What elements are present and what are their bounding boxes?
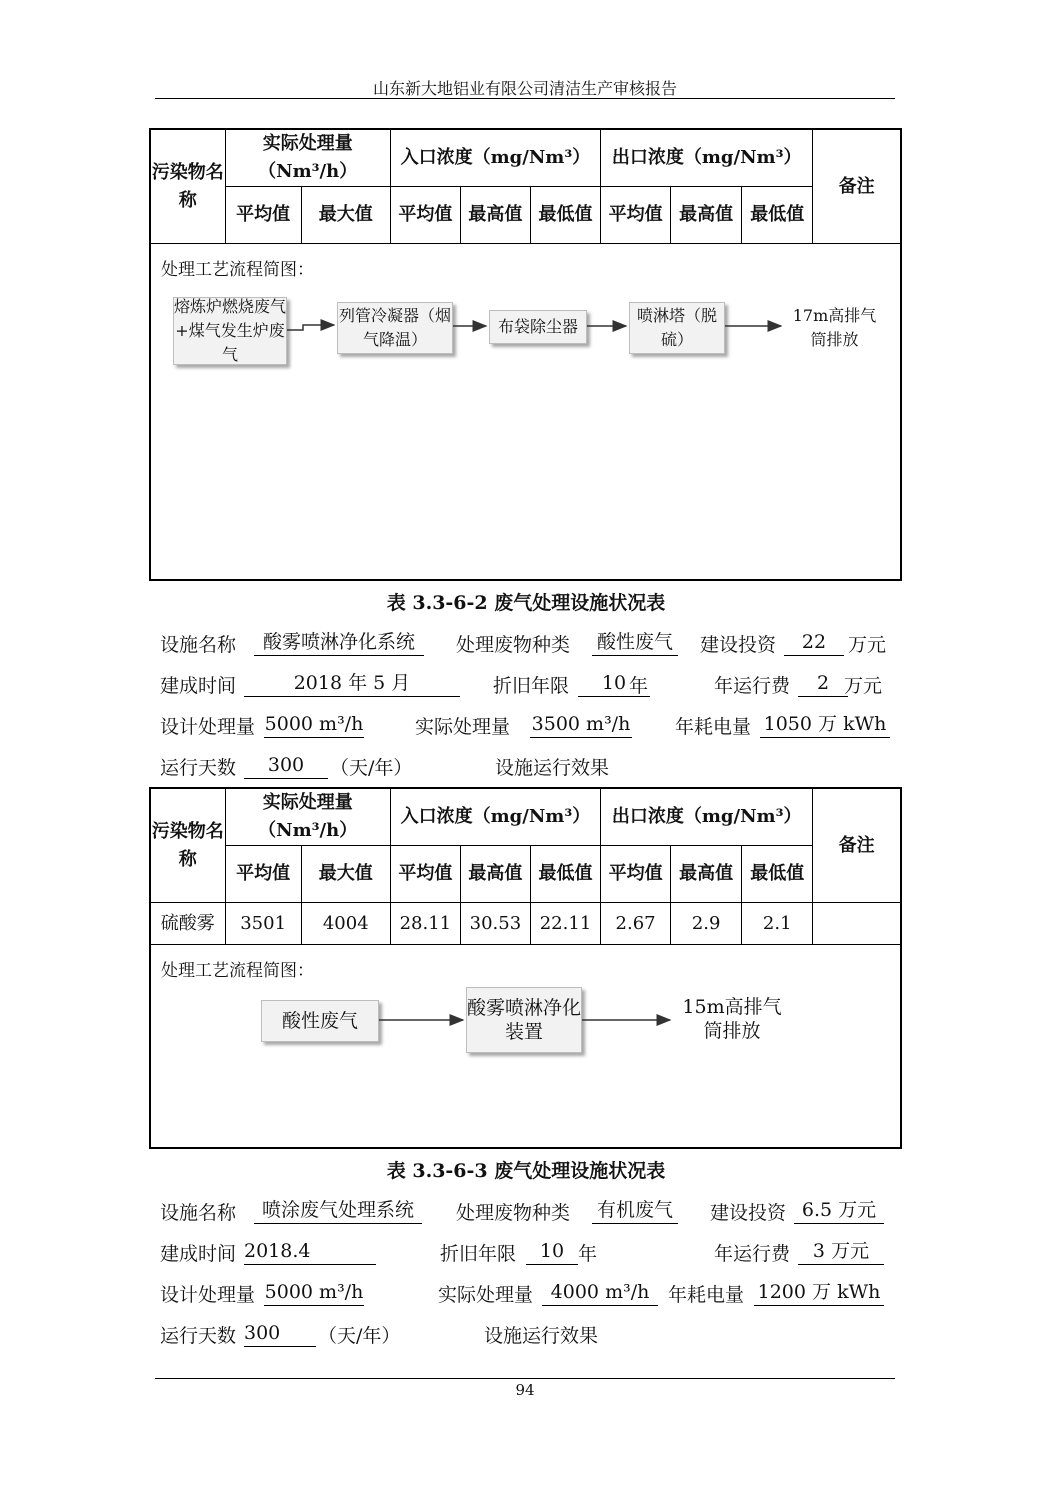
depr-value: 10 (526, 1239, 578, 1265)
col-out-max: 最高值 (671, 187, 742, 244)
run-cost-unit: 万元 (844, 675, 883, 697)
depr-label: 折旧年限 (440, 1243, 517, 1265)
effect-label: 设施运行效果 (484, 1325, 599, 1347)
type-value: 酸性废气 (592, 630, 678, 656)
cell-in-min: 22.11 (530, 903, 600, 945)
table-row (150, 903, 901, 945)
effect-label: 设施运行效果 (495, 757, 610, 779)
col-outlet: 出口浓度（mg/Nm³） (601, 129, 813, 187)
facility3-line-4 (160, 1321, 900, 1349)
days-unit: （天/年） (318, 1325, 401, 1347)
flow-step: 熔炼炉燃烧废气+煤气发生炉废气 (174, 297, 287, 364)
facility2-line-4 (160, 753, 900, 781)
col-max: 最大值 (301, 846, 390, 903)
facility3-line-3 (160, 1280, 900, 1308)
flow-step: 酸性废气 (261, 1000, 379, 1042)
col-out-avg: 平均值 (601, 846, 671, 903)
col-avg: 平均值 (225, 187, 301, 244)
col-max: 最大值 (301, 187, 390, 244)
col-out-min: 最低值 (742, 846, 813, 903)
col-in-avg: 平均值 (390, 846, 460, 903)
actual-label: 实际处理量 (438, 1284, 534, 1306)
cell-out-max: 2.9 (671, 903, 742, 945)
page-number: 94 (515, 1381, 535, 1399)
run-cost-label: 年运行费 (714, 1243, 791, 1265)
cell-in-max: 30.53 (460, 903, 530, 945)
col-actual-volume: 实际处理量（Nm³/h） (225, 129, 390, 187)
facility2-line-2 (160, 671, 900, 699)
table-2-caption: 表 3.3-6-2 废气处理设施状况表 (386, 592, 666, 614)
flow-step: 喷淋塔（脱硫） (629, 302, 725, 354)
days-unit: （天/年） (330, 757, 413, 779)
table-1 (149, 128, 902, 581)
depr-label: 折旧年限 (493, 675, 570, 697)
design-label: 设计处理量 (160, 716, 256, 738)
header-rule (155, 98, 895, 99)
actual-value: 4000 m³/h (542, 1280, 658, 1306)
design-value: 5000 m³/h (264, 712, 364, 738)
cell-out-min: 2.1 (742, 903, 813, 945)
col-in-min: 最低值 (530, 187, 600, 244)
design-value: 5000 m³/h (264, 1280, 364, 1306)
design-label: 设计处理量 (160, 1284, 256, 1306)
col-pollutant: 污染物名称 (150, 129, 225, 244)
built-value: 2018 年 5 月 (244, 671, 460, 697)
flow-diagram-2 (150, 945, 901, 1148)
page-header: 山东新大地铝业有限公司清洁生产审核报告 (372, 79, 677, 98)
built-value: 2018.4 (244, 1239, 376, 1265)
col-in-min: 最低值 (530, 846, 600, 903)
invest-unit: 万元 (848, 634, 887, 656)
flow-step: 酸雾喷淋净化装置 (466, 987, 582, 1053)
power-label: 年耗电量 (675, 716, 752, 738)
power-value: 1200 万 kWh (754, 1280, 884, 1306)
invest-value: 22 (784, 630, 844, 656)
col-pollutant: 污染物名称 (150, 788, 225, 903)
footer-rule (155, 1378, 895, 1379)
built-label: 建成时间 (160, 675, 237, 697)
flow-step: 布袋除尘器 (489, 310, 587, 344)
run-cost-label: 年运行费 (714, 675, 791, 697)
depr-value: 10 (578, 671, 650, 697)
col-out-avg: 平均值 (601, 187, 671, 244)
name-label: 设施名称 (160, 634, 237, 656)
flow-step: 列管冷凝器（烟气降温） (337, 302, 453, 354)
power-label: 年耗电量 (668, 1284, 745, 1306)
facility3-line-2 (160, 1239, 900, 1267)
cell-max: 4004 (301, 903, 390, 945)
name-label: 设施名称 (160, 1202, 237, 1224)
table-2 (149, 787, 902, 1149)
name-value: 喷涂废气处理系统 (254, 1198, 422, 1224)
facility2-line-3 (160, 712, 900, 740)
flow-arrows (151, 945, 900, 1105)
cell-out-avg: 2.67 (601, 903, 671, 945)
col-out-max: 最高值 (671, 846, 742, 903)
flow-title: 处理工艺流程简图： (161, 961, 314, 981)
power-value: 1050 万 kWh (760, 712, 890, 738)
type-value: 有机废气 (592, 1198, 678, 1224)
invest-value: 6.5 万元 (794, 1198, 884, 1224)
col-in-max: 最高值 (460, 187, 530, 244)
days-label: 运行天数 (160, 757, 237, 779)
col-inlet: 入口浓度（mg/Nm³） (390, 788, 600, 846)
type-label: 处理废物种类 (456, 1202, 571, 1224)
col-in-avg: 平均值 (390, 187, 460, 244)
col-avg: 平均值 (225, 846, 301, 903)
facility2-line-1 (160, 630, 900, 658)
facility3-line-1 (160, 1198, 900, 1226)
days-value: 300 (244, 1321, 316, 1347)
cell-in-avg: 28.11 (390, 903, 460, 945)
run-cost-value: 3 万元 (798, 1239, 884, 1265)
invest-label: 建设投资 (710, 1202, 787, 1224)
col-out-min: 最低值 (742, 187, 813, 244)
table-3-caption: 表 3.3-6-3 废气处理设施状况表 (386, 1160, 666, 1182)
col-inlet: 入口浓度（mg/Nm³） (390, 129, 600, 187)
cell-remark (813, 903, 901, 945)
col-in-max: 最高值 (460, 846, 530, 903)
actual-label: 实际处理量 (415, 716, 511, 738)
flow-end: 17m高排气筒排放 (792, 306, 877, 349)
name-value: 酸雾喷淋净化系统 (254, 630, 424, 656)
flow-title: 处理工艺流程简图： (161, 260, 314, 280)
cell-name: 硫酸雾 (150, 903, 225, 945)
col-actual-volume: 实际处理量（Nm³/h） (225, 788, 390, 846)
run-cost-value: 2 (798, 671, 848, 697)
cell-avg: 3501 (225, 903, 301, 945)
col-remark: 备注 (813, 129, 901, 244)
depr-unit: 年 (629, 675, 649, 697)
flow-end: 15m高排气筒排放 (682, 996, 782, 1042)
depr-unit: 年 (578, 1243, 598, 1265)
col-outlet: 出口浓度（mg/Nm³） (601, 788, 813, 846)
type-label: 处理废物种类 (456, 634, 571, 656)
days-value: 300 (244, 753, 328, 779)
flow-arrows (151, 244, 900, 444)
col-remark: 备注 (813, 788, 901, 903)
flow-diagram-1 (150, 244, 901, 580)
built-label: 建成时间 (160, 1243, 237, 1265)
invest-label: 建设投资 (700, 634, 777, 656)
actual-value: 3500 m³/h (530, 712, 632, 738)
days-label: 运行天数 (160, 1325, 237, 1347)
